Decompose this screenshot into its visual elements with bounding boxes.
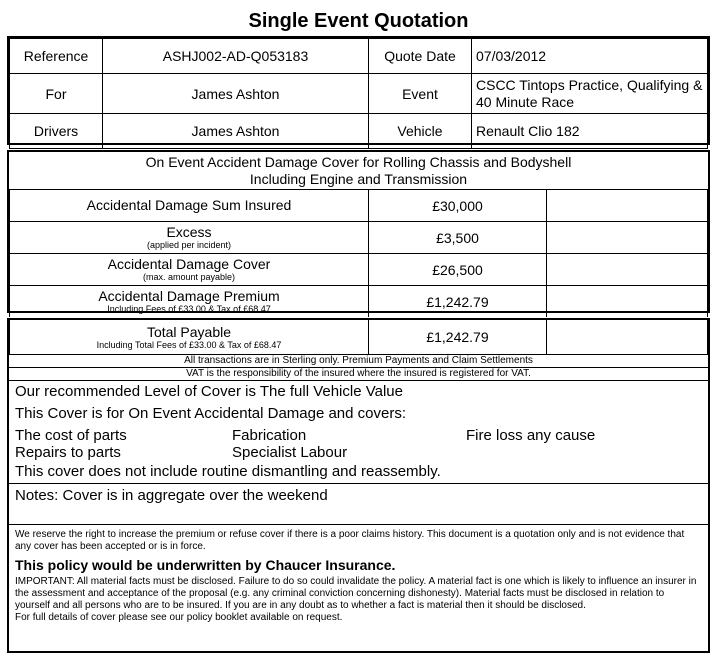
total-sublabel: Including Total Fees of £33.00 & Tax of £68.47 xyxy=(96,339,282,350)
row-sublabel: Including Fees of £33.00 & Tax of £68.47 xyxy=(107,304,271,314)
covers-intro: This Cover is for On Event Accidental Damage and covers: xyxy=(15,405,407,422)
disclaimer: We reserve the right to increase the premium or refuse cover if there is a poor claims history. This document is a quotation only and is not evidence that any cover has been accepted or is in force. xyxy=(15,529,685,552)
table-row xyxy=(10,320,708,355)
cover-details-box xyxy=(7,150,710,313)
damage-cover-label xyxy=(10,254,369,286)
vehicle-label: Vehicle xyxy=(369,114,472,149)
recommendation: Our recommended Level of Cover is The full Vehicle Value xyxy=(15,383,403,400)
table-row xyxy=(10,190,708,222)
empty-cell xyxy=(547,254,708,286)
cover-heading xyxy=(9,152,708,190)
sum-insured-label xyxy=(10,190,369,222)
empty-cell xyxy=(547,286,708,318)
quote-details-box xyxy=(7,36,710,145)
reference-value: ASHJ002-AD-Q053183 xyxy=(103,39,369,74)
vehicle-value: Renault Clio 182 xyxy=(472,114,708,149)
table-row xyxy=(10,254,708,286)
sterling-notice: All transactions are in Sterling only. Premium Payments and Claim Settlements xyxy=(9,355,708,368)
empty-cell xyxy=(547,320,708,355)
row-label: Accidental Damage Premium xyxy=(98,288,280,304)
for-value: James Ashton xyxy=(103,74,369,114)
sum-insured-value: £30,000 xyxy=(369,190,547,222)
cover-heading-line1: On Event Accident Damage Cover for Rolling Chassis and Bodyshell xyxy=(145,154,572,170)
event-label: Event xyxy=(369,74,472,114)
excess-value: £3,500 xyxy=(369,222,547,254)
premium-value: £1,242.79 xyxy=(369,286,547,318)
drivers-value: James Ashton xyxy=(103,114,369,149)
total-label xyxy=(10,320,369,355)
cover-table xyxy=(9,190,708,317)
row-sublabel: (max. amount payable) xyxy=(142,272,236,282)
damage-cover-value: £26,500 xyxy=(369,254,547,286)
important-notice: IMPORTANT: All material facts must be disclosed. Failure to do so could invalidate the policy. A material fact is one which is likely to influence an insurer in the assessment and acceptance of the proposal (e.g. any criminal conviction concerning dishonesty). Material facts must be disclosed in relation to yourself and all persons who are to be insured. If you are in any doubt as to whether a fact is material then it should be disclosed. xyxy=(15,576,697,611)
for-label: For xyxy=(10,74,103,114)
cover-item: Fabrication xyxy=(232,427,307,444)
notes: Notes: Cover is in aggregate over the weekend xyxy=(9,484,708,525)
row-label: Accidental Damage Sum Insured xyxy=(86,197,292,213)
row-label: Excess xyxy=(166,224,212,240)
quote-date-value: 07/03/2012 xyxy=(472,39,708,74)
cover-item: Specialist Labour xyxy=(232,444,348,461)
row-label: Accidental Damage Cover xyxy=(107,256,271,272)
cover-item: The cost of parts xyxy=(15,427,127,444)
underwriter-statement: This policy would be underwritten by Chaucer Insurance. xyxy=(15,557,396,573)
total-table xyxy=(9,320,708,355)
empty-cell xyxy=(547,190,708,222)
full-details-notice: For full details of cover please see our policy booklet available on request. xyxy=(15,612,343,623)
total-value: £1,242.79 xyxy=(369,320,547,355)
quote-details-table xyxy=(9,38,708,149)
empty-cell xyxy=(547,222,708,254)
cover-item: Fire loss any cause xyxy=(466,427,596,444)
total-payable-label: Total Payable xyxy=(146,323,232,340)
exclusion-text: This cover does not include routine dismantling and reassembly. xyxy=(9,461,708,484)
table-row xyxy=(10,222,708,254)
document-title: Single Event Quotation xyxy=(248,10,469,32)
table-row xyxy=(10,39,708,74)
premium-label xyxy=(10,286,369,318)
terms-box xyxy=(7,318,710,653)
event-value: CSCC Tintops Practice, Qualifying & 40 Minute Race xyxy=(472,74,708,114)
cover-heading-line2: Including Engine and Transmission xyxy=(249,171,468,187)
cover-item: Repairs to parts xyxy=(15,444,121,461)
table-row xyxy=(10,286,708,318)
quote-date-label: Quote Date xyxy=(369,39,472,74)
vat-notice: VAT is the responsibility of the insured where the insured is registered for VAT. xyxy=(9,368,708,381)
covers-list xyxy=(9,425,708,461)
reference-label: Reference xyxy=(10,39,103,74)
table-row xyxy=(10,114,708,149)
drivers-label: Drivers xyxy=(10,114,103,149)
excess-label xyxy=(10,222,369,254)
row-sublabel: (applied per incident) xyxy=(146,240,232,250)
table-row xyxy=(10,74,708,114)
